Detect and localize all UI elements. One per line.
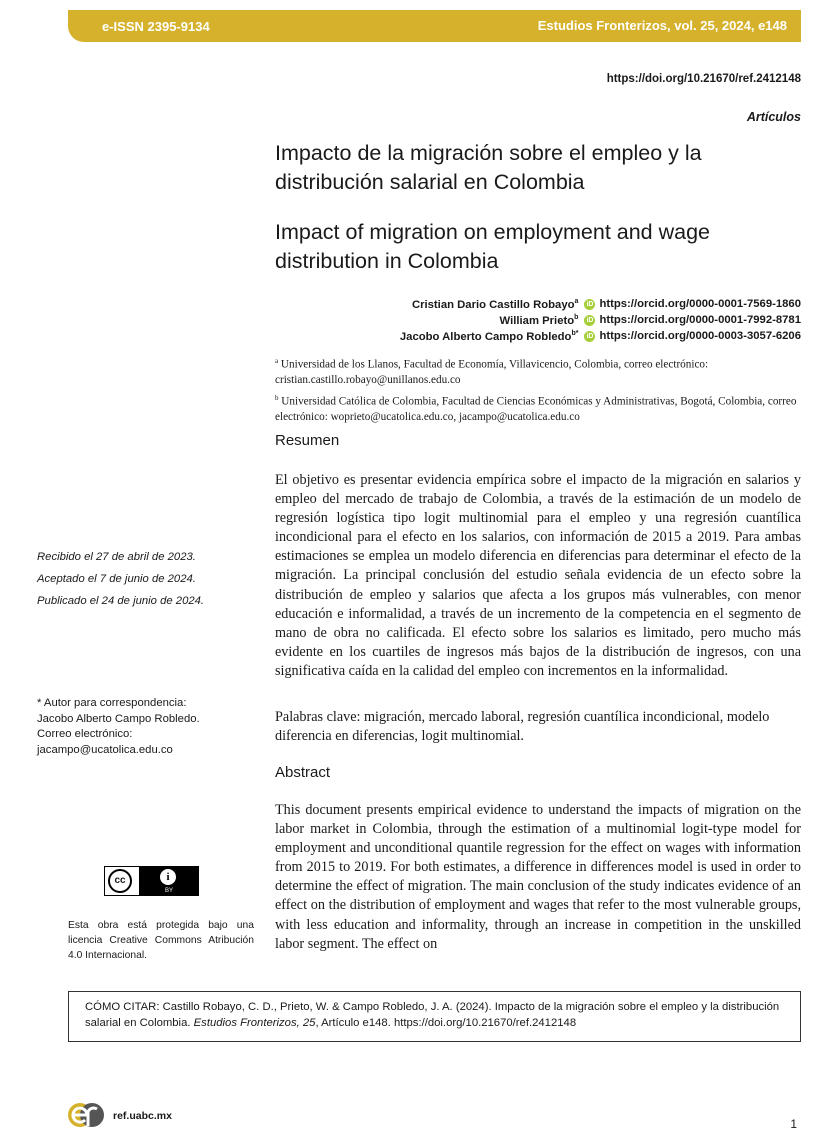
orcid-link[interactable]: https://orcid.org/0000-0003-3057-6206 <box>599 330 801 342</box>
author-name: Jacobo Alberto Campo Robledo$^{b*}$ <box>399 329 579 343</box>
license-text: Esta obra está protegida bajo una licencia Creative Commons Atribución 4.0 Internacional. <box>68 920 254 961</box>
abstract-heading: Abstract <box>275 764 331 781</box>
by-label: BY <box>164 888 173 894</box>
journal-reference: Estudios Fronterizos, vol. 25, 2024, e148 <box>537 18 787 33</box>
correspondence-email-label: Correo electrónico: <box>37 728 133 740</box>
resumen-text: El objetivo es presentar evidencia empírica sobre el impacto de la migración en salarios y empleo del mercado de trabajo de Colombia, a través de la estimación de un modelo de regresión logística tipo logit multinomial para el empleo y una regresión cuantílica incondicional para el efecto en los salarios, con información de 2015 a 2019. Para ambas estimaciones se emplea un modelo diferencia en diferencias para determinar el efecto de la migración. La principal conclusión del estudio señala evidencia de un efecto sobre la distribución de empleo y salarios que afecta a los grupos más vulnerables, con menor educación e informalidad, a través de un incremento de la competencia en el segmento de mano de obra no calificada. El efecto sobre los salarios es limitado, pero mucho más evidente en los cuartiles de ingresos más bajos de la distribución de ingresos, con una significativa caída en la calidad del empleo con incrementos en la informalidad. <box>275 472 801 679</box>
date-received: Recibido el 27 de abril de 2023. <box>37 551 196 563</box>
author-row <box>400 296 801 312</box>
affiliation: $^b$ Universidad Católica de Colombia, Facultad de Ciencias Económicas y Administrativas, Bogotá, Colombia, correo electrónico: woprieto@ucatolica.edu.co, jacampo@ucatolica.edu.co <box>275 393 797 423</box>
author-name: William Prieto$^b$ <box>499 313 579 327</box>
citation-suffix: , Artículo e148. https://doi.org/10.21670/ref.2412148 <box>315 1016 577 1029</box>
issn: e-ISSN 2395-9134 <box>102 19 210 34</box>
author-row <box>400 328 801 344</box>
attribution-icon: i <box>160 869 176 885</box>
orcid-icon: iD <box>586 316 594 324</box>
author-name: Cristian Dario Castillo Robayo$^a$ <box>411 297 579 311</box>
citation-box <box>68 991 801 1042</box>
correspondence-name: Jacobo Alberto Campo Robledo. <box>37 712 200 725</box>
date-published: Publicado el 24 de junio de 2024. <box>37 595 205 607</box>
affiliation: $^a$ Universidad de los Llanos, Facultad de Economía, Villavicencio, Colombia, correo electrónico: cristian.castillo.robayo@unillanos.edu.co <box>275 357 709 387</box>
footer-site-link[interactable]: ref.uabc.mx <box>113 1110 172 1122</box>
correspondence-label: * Autor para correspondencia: <box>37 697 187 709</box>
publication-dates <box>37 546 204 612</box>
citation-prefix: CÓMO CITAR: Castillo Robayo, C. D., Prieto, W. & Campo Robledo, J. A. (2024). Impacto de la migración sobre el empleo y la distribución salarial en Colombia. <box>85 1001 780 1029</box>
journal-logo-icon <box>67 1097 107 1133</box>
correspondence-email[interactable]: jacampo@ucatolica.edu.co <box>37 743 173 756</box>
cc-license-badge[interactable] <box>104 866 199 896</box>
orcid-link[interactable]: https://orcid.org/0000-0001-7569-1860 <box>599 298 801 310</box>
correspondence <box>37 696 200 758</box>
keywords: Palabras clave: migración, mercado laboral, regresión cuantílica incondicional, modelo diferencia en diferencias, logit multinomial. <box>275 709 770 745</box>
page-number: 1 <box>790 1117 797 1131</box>
title-english: Impact of migration on employment and wage distribution in Colombia <box>275 220 711 273</box>
cc-icon: cc <box>108 869 132 893</box>
citation-journal: Estudios Fronterizos, 25 <box>193 1016 316 1029</box>
section-label: Artículos <box>746 110 801 124</box>
header-bar <box>68 10 801 42</box>
title-spanish: Impacto de la migración sobre el empleo y la distribución salarial en Colombia <box>275 141 702 194</box>
resumen-heading: Resumen <box>275 432 340 449</box>
affiliations <box>275 354 801 427</box>
orcid-icon: iD <box>586 332 594 340</box>
doi-link[interactable]: https://doi.org/10.21670/ref.2412148 <box>606 73 801 85</box>
abstract-text: This document presents empirical evidence to understand the impacts of migration on the labor market in Colombia, through the estimation of a multinomial logit-type model for employment and unconditional quantile regression for the effect on wages with information from 2015 to 2019. For both estimates, a difference in differences model is used in order to determine the effect of migration. The main conclusion of the study indicates evidence of an effect on the distribution of employment and wages that refer to the most vulnerable groups, with less education and informality, through an increase in competition in the unskilled labor segment. The effect on <box>275 802 801 952</box>
author-list <box>400 296 801 344</box>
author-row <box>400 312 801 328</box>
orcid-icon: iD <box>586 300 594 308</box>
orcid-link[interactable]: https://orcid.org/0000-0001-7992-8781 <box>599 314 801 326</box>
date-accepted: Aceptado el 7 de junio de 2024. <box>37 573 196 585</box>
